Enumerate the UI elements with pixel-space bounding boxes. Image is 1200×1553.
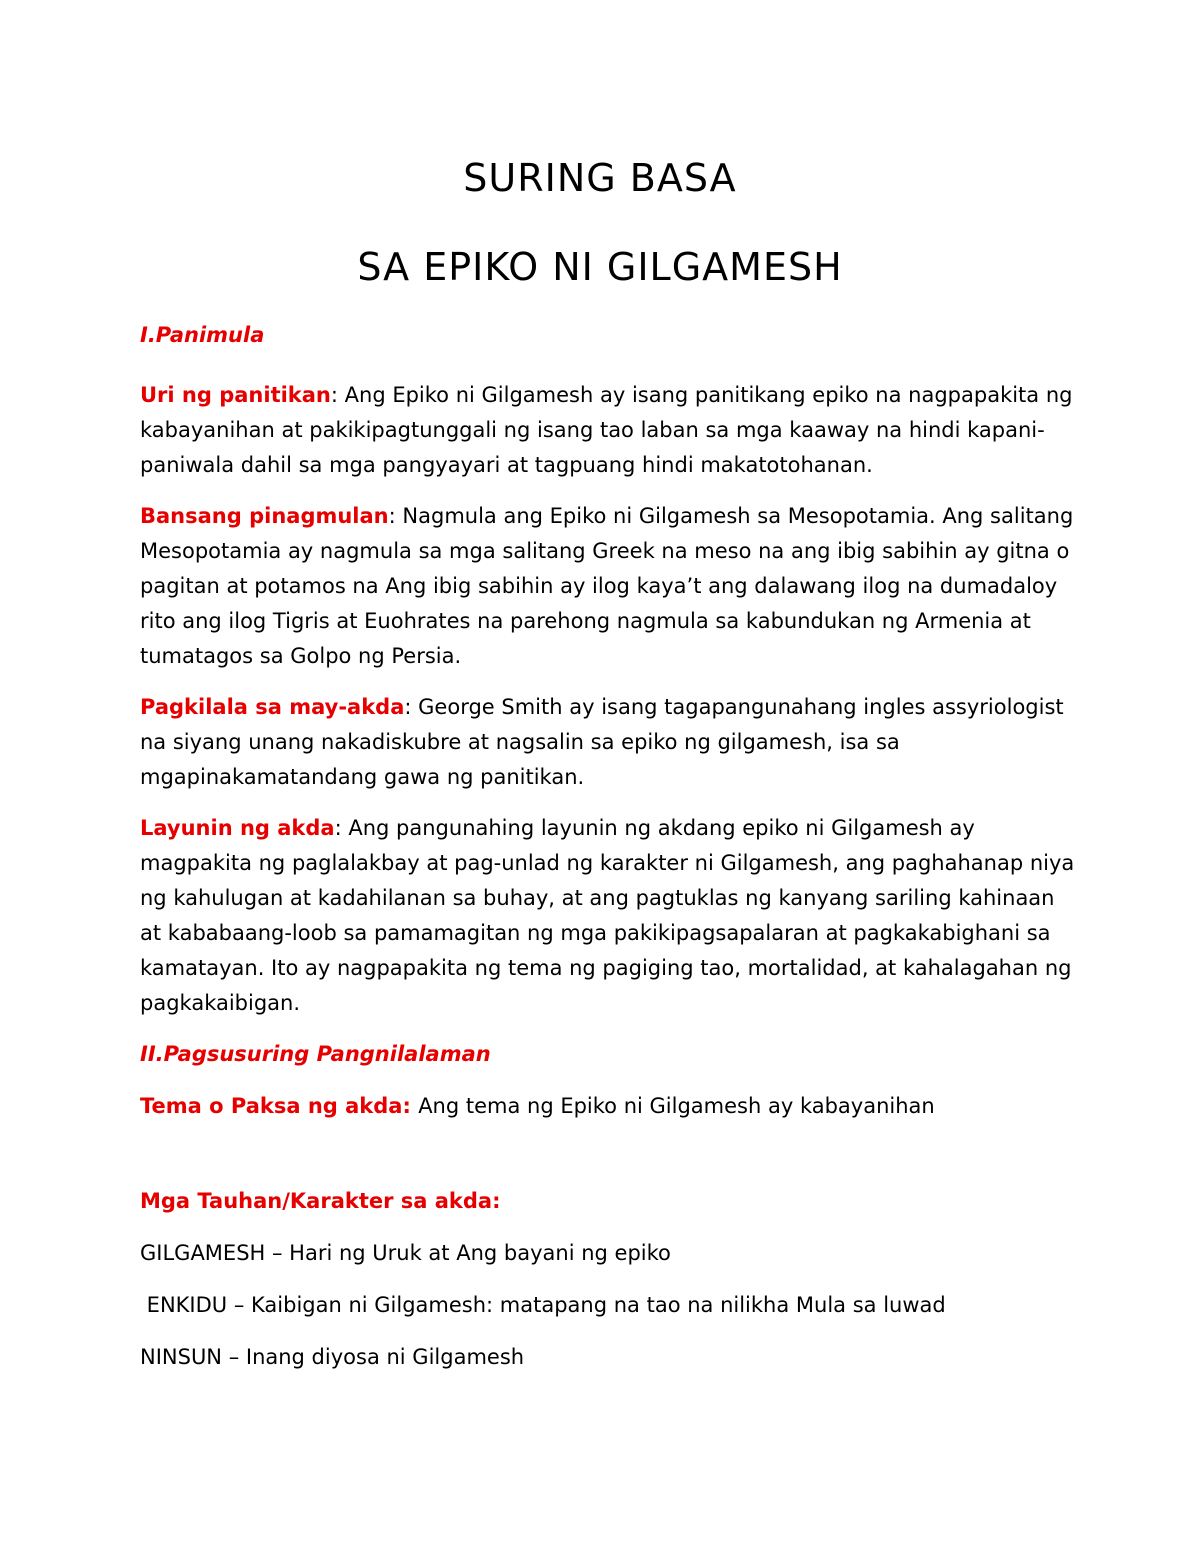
field-label-bansa: Bansang pinagmulan: [140, 504, 389, 528]
field-label-tema: Tema o Paksa ng akda: [140, 1094, 403, 1118]
character-entry: GILGAMESH – Hari ng Uruk at Ang bayani ng epiko: [140, 1241, 671, 1265]
label-colon: :: [404, 695, 419, 719]
section-heading-text: I.Panimula: [140, 323, 265, 347]
field-label-uri: Uri ng panitikan: [140, 383, 331, 407]
document-body: [140, 318, 1080, 1375]
label-colon: :: [330, 383, 345, 407]
paragraph-uri-ng-panitikan: [140, 378, 1080, 483]
character-entry: ENKIDU – Kaibigan ni Gilgamesh: matapang na tao na nilikha Mula sa luwad: [140, 1293, 946, 1317]
field-label-tauhan: Mga Tauhan/Karakter sa akda: [140, 1189, 493, 1213]
field-text-uri: Ang Epiko ni Gilgamesh ay isang panitikang epiko na nagpapakita ng kabayanihan at pakikipagtunggali ng isang tao laban sa mga kaaway na hindi kapani-paniwala dahil sa mga pangyayari at tagpuang hindi makatotohanan.: [140, 383, 1073, 477]
paragraph-tema: [140, 1089, 1080, 1124]
section-heading-pagsusuri: [140, 1037, 1080, 1072]
heading-mga-tauhan: [140, 1184, 1080, 1219]
document-subtitle: SA EPIKO NI GILGAMESH: [357, 245, 843, 289]
label-colon: :: [388, 504, 403, 528]
label-colon: :: [334, 816, 349, 840]
paragraph-bansang-pinagmulan: [140, 499, 1080, 674]
field-text-tema: Ang tema ng Epiko ni Gilgamesh ay kabayanihan: [418, 1094, 935, 1118]
field-label-layunin: Layunin ng akda: [140, 816, 335, 840]
document-title: SURING BASA: [463, 156, 737, 200]
paragraph-layunin: [140, 811, 1080, 1021]
label-colon: :: [402, 1094, 419, 1118]
character-entry: NINSUN – Inang diyosa ni Gilgamesh: [140, 1345, 525, 1369]
field-text-layunin: Ang pangunahing layunin ng akdang epiko ni Gilgamesh ay magpakita ng paglalakbay at pag-unlad ng karakter ni Gilgamesh, ang paghahanap niya ng kahulugan at kadahilanan sa buhay, at ang pagtuklas ng kanyang sariling kahinaan at kababaang-loob sa pamamagitan ng mga pakikipagsapalaran at pagkakabighani sa kamatayan. Ito ay nagpapakita ng tema ng pagiging tao, mortalidad, at kahalagahan ng pagkakaibigan.: [140, 816, 1075, 1015]
section-heading-panimula: [140, 318, 1080, 353]
field-text-pagkilala: George Smith ay isang tagapangunahang ingles assyriologist na siyang unang nakadiskubre at nagsalin sa epiko ng gilgamesh, isa sa mgapinakamatandang gawa ng panitikan.: [140, 695, 1064, 789]
label-colon: :: [492, 1189, 501, 1213]
field-text-bansa: Nagmula ang Epiko ni Gilgamesh sa Mesopotamia. Ang salitang Mesopotamia ay nagmula sa mga salitang Greek na meso na ang ibig sabihin ay gitna o pagitan at potamos na Ang ibig sabihin ay ilog kaya’t ang dalawang ilog na dumadaloy rito ang ilog Tigris at Euohrates na parehong nagmula sa kabundukan ng Armenia at tumatagos sa Golpo ng Persia.: [140, 504, 1074, 668]
paragraph-pagkilala: [140, 690, 1080, 795]
section-heading-text: II.Pagsusuring Pangnilalaman: [140, 1042, 491, 1066]
field-label-pagkilala: Pagkilala sa may-akda: [140, 695, 405, 719]
